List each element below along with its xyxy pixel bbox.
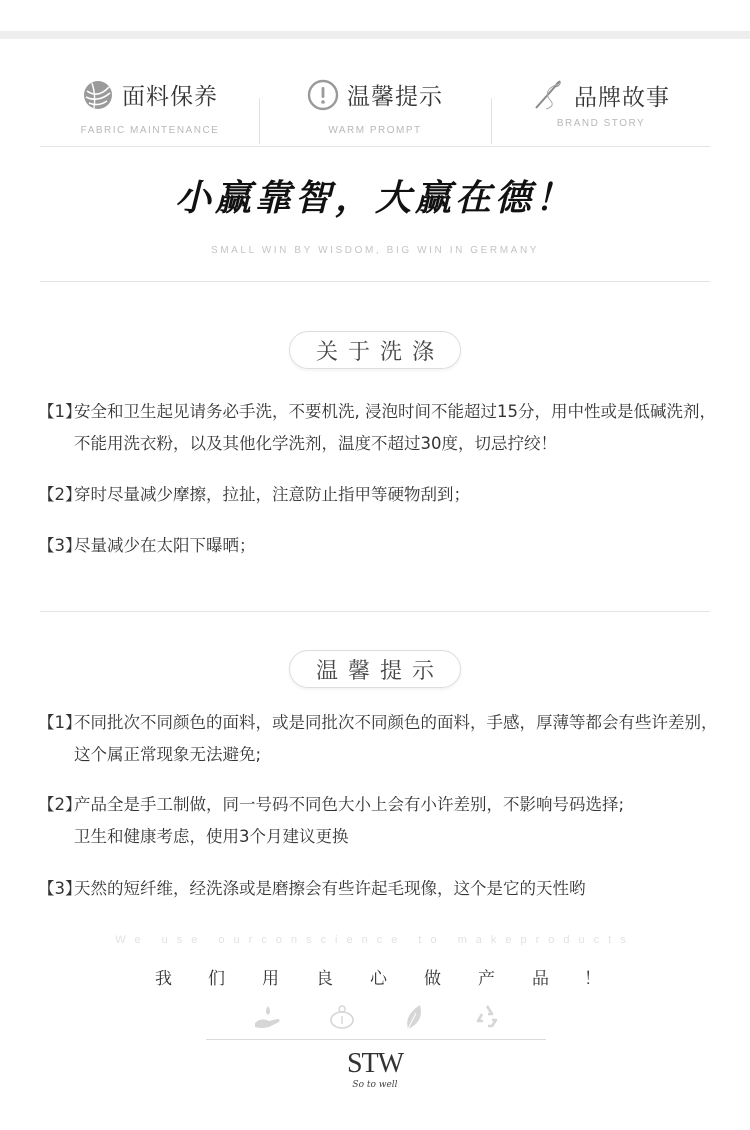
item-number: 【3】 [38, 536, 82, 555]
item-number: 【3】 [38, 879, 82, 898]
divider [40, 146, 710, 147]
logo-main-text: STW [346, 1048, 404, 1079]
item-text: 产品全是手工制做，同一号码不同色大小上会有小许差别，不影响号码选择; [74, 795, 625, 814]
slogan [0, 170, 750, 256]
header-item-sublabel: BRAND STORY [556, 118, 646, 129]
tagline-char: 我 [155, 969, 172, 989]
piggy-bank-icon [328, 1003, 356, 1031]
tagline-english: We use ourconscience to makeproducts [115, 934, 635, 946]
section-title-tips: 温馨提示 [289, 650, 461, 688]
tagline-char: 产 [478, 969, 495, 989]
list-item [38, 789, 728, 853]
item-text: 不同批次不同颜色的面料，或是同批次不同颜色的面料，手感，厚薄等都会有些许差别，这个属正常现象无法避免; [74, 713, 718, 764]
item-text: 安全和卫生起见请务必手洗，不要机洗, 浸泡时间不能超过15分，用中性或是低碱洗剂，不能用洗衣粉，以及其他化学洗剂，温度不超过30度，切忌拧绞！ [74, 402, 716, 453]
header-item-sublabel: FABRIC MAINTENANCE [80, 125, 220, 136]
item-number: 【1】 [38, 713, 82, 732]
item-number: 【1】 [38, 402, 82, 421]
top-divider [0, 31, 750, 39]
yarn-ball-icon [82, 79, 114, 111]
logo-sub-text: So to well [352, 1080, 398, 1090]
header-item-brand-story [530, 78, 672, 129]
list-item [38, 530, 728, 562]
item-text: 穿时尽量减少摩擦，拉扯，注意防止指甲等硬物刮到； [74, 485, 470, 504]
footer-divider [206, 1039, 546, 1040]
top-strip [0, 0, 750, 38]
header-item-sublabel: WARM PROMPT [328, 125, 422, 136]
list-item [38, 396, 728, 460]
leaf-icon [402, 1003, 426, 1031]
slogan-english: SMALL WIN BY WISDOM, BIG WIN IN GERMANY [210, 245, 540, 256]
exclamation-icon [307, 79, 339, 111]
tagline-char: 良 [316, 969, 333, 989]
header-item-label: 面料保养 [122, 84, 218, 110]
tagline-char: 们 [208, 969, 225, 989]
tagline-char: 做 [424, 969, 441, 989]
header-item-label: 品牌故事 [574, 84, 670, 111]
tagline-char: 品 [532, 969, 549, 989]
brand-logo [335, 1050, 415, 1090]
item-text: 天然的短纤维，经洗涤或是磨擦会有些许起毛现像，这个是它的天性哟 [74, 879, 586, 898]
slogan-calligraphy: 小赢靠智，大赢在德！ [174, 177, 575, 219]
header-separator [491, 98, 492, 144]
hand-water-icon [253, 1003, 283, 1031]
item-text-line2: 卫生和健康考虑，使用3个月建议更换 [74, 827, 349, 846]
item-number: 【2】 [38, 795, 82, 814]
item-text: 尽量减少在太阳下曝晒； [74, 536, 256, 555]
recycle-icon [474, 1003, 500, 1029]
tagline-char: 用 [262, 969, 279, 989]
tagline-char: 心 [370, 969, 387, 989]
tagline-char: ！ [584, 969, 601, 989]
item-number: 【2】 [38, 485, 82, 504]
needle-thread-icon [532, 78, 566, 112]
header-separator [259, 98, 260, 144]
list-item [38, 707, 728, 771]
header-item-fabric [80, 78, 220, 136]
header-item-label: 温馨提示 [347, 84, 443, 110]
list-item [38, 873, 728, 905]
divider [40, 281, 710, 282]
list-item [38, 479, 728, 511]
section-title-washing: 关于洗涤 [289, 331, 461, 369]
divider [40, 611, 710, 612]
header-item-warm-prompt [304, 78, 446, 136]
